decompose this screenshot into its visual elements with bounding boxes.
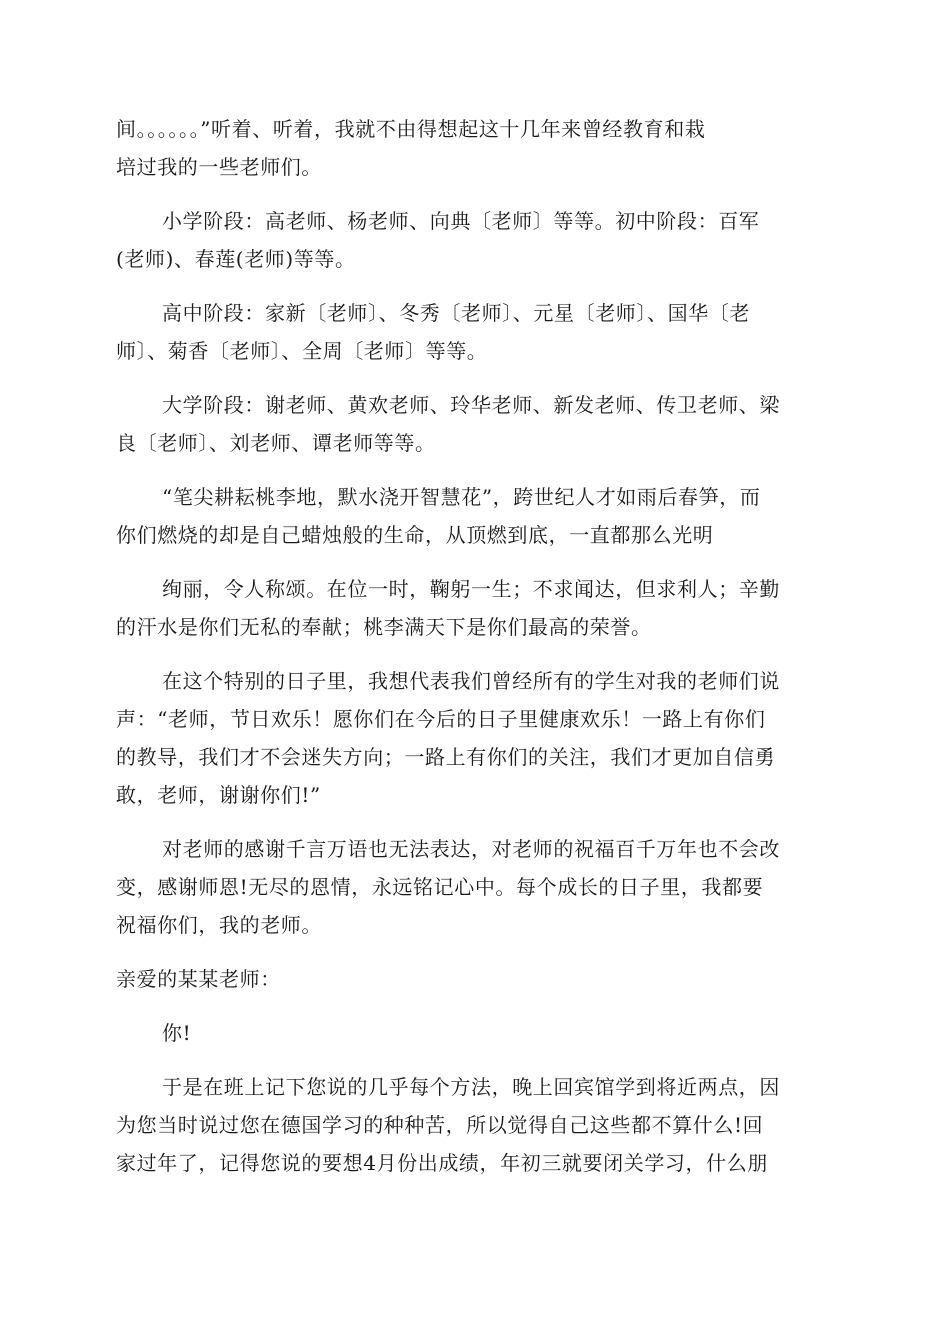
paragraph-line: (老师)、春莲(老师)等等。 [116, 247, 356, 271]
paragraph-line: 师〕、菊香〔老师〕、全周〔老师〕等等。 [116, 339, 488, 363]
salutation: 亲爱的某某老师： [116, 967, 281, 991]
greeting: 你! [162, 1021, 192, 1045]
paragraph-line: 你们燃烧的却是自己蜡烛般的生命，从顶燃到底，一直都那么光明 [116, 523, 714, 547]
paragraph-line: 高中阶段：家新〔老师〕、冬秀〔老师〕、元星〔老师〕、国华〔老 [162, 301, 750, 325]
paragraph-line: 敢，老师，谢谢你们!” [116, 783, 321, 807]
paragraph-line: 声：“老师，节日欢乐！愿你们在今后的日子里健康欢乐！一路上有你们 [116, 707, 766, 731]
paragraph-line: 培过我的一些老师们。 [116, 155, 322, 179]
paragraph-line: 于是在班上记下您说的几乎每个方法，晚上回宾馆学到将近两点，因 [162, 1075, 780, 1099]
paragraph-line: 为您当时说过您在德国学习的种种苦，所以觉得自己这些都不算什么!回 [116, 1113, 764, 1137]
paragraph-line: 良〔老师〕、刘老师、谭老师等等。 [116, 431, 436, 455]
paragraph-line: 的教导，我们才不会迷失方向；一路上有你们的关注，我们才更加自信勇 [116, 745, 776, 769]
paragraph-line: 的汗水是你们无私的奉献；桃李满天下是你们最高的荣誉。 [116, 615, 652, 639]
paragraph-line: 在这个特别的日子里，我想代表我们曾经所有的学生对我的老师们说 [162, 669, 780, 693]
paragraph-line: 祝福你们，我的老师。 [116, 913, 322, 937]
paragraph-line: 小学阶段：高老师、杨老师、向典〔老师〕等等。初中阶段：百军 [162, 209, 760, 233]
paragraph-line: 绚丽，令人称颂。在位一时，鞠躬一生；不求闻达，但求利人；辛勤 [162, 577, 780, 601]
paragraph-line: 大学阶段：谢老师、黄欢老师、玲华老师、新发老师、传卫老师、梁 [162, 393, 780, 417]
paragraph-line: 变，感谢师恩!无尽的恩情，永远铭记心中。每个成长的日子里，我都要 [116, 875, 764, 899]
paragraph-line: 对老师的感谢千言万语也无法表达，对老师的祝福百千万年也不会改 [162, 837, 780, 861]
paragraph-line: 间。。。。。。”听着、听着，我就不由得想起这十几年来曾经教育和栽 [116, 117, 706, 141]
paragraph-line: 家过年了，记得您说的要想4月份出成绩，年初三就要闭关学习，什么朋 [116, 1151, 768, 1175]
paragraph-line: “笔尖耕耘桃李地，默水浇开智慧花”，跨世纪人才如雨后春笋，而 [162, 485, 761, 509]
